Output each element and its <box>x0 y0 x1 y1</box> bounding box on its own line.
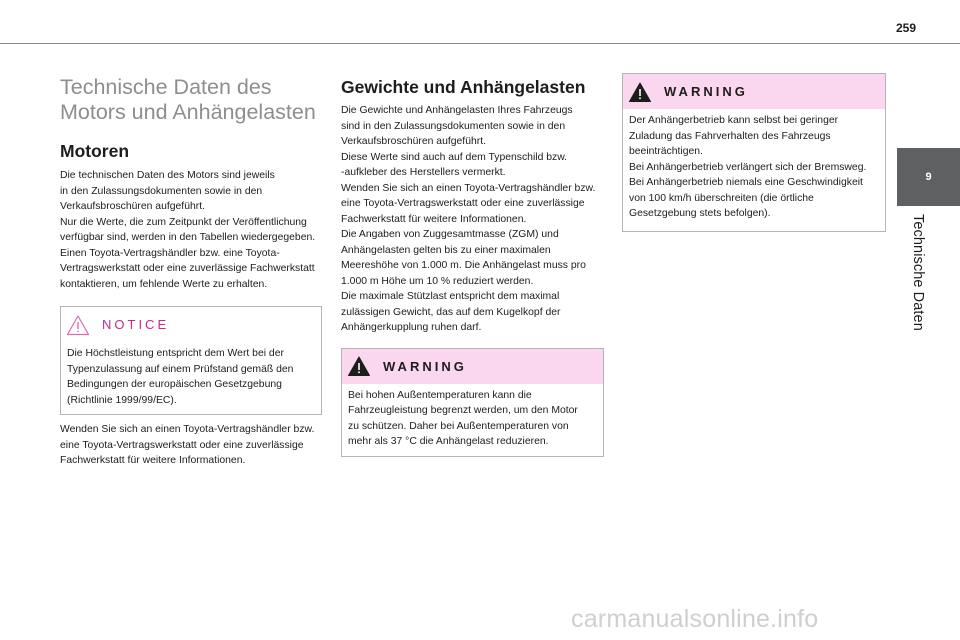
notice-header <box>61 307 321 342</box>
text-line: Bei hohen Außentemperaturen kann die <box>348 389 532 401</box>
warning-header <box>623 74 885 109</box>
text-line: Einen Toyota-Vertragshändler bzw. eine Toyota- <box>60 247 280 259</box>
page-title: Technische Daten des Motors und Anhängelasten <box>60 75 316 124</box>
text-line: Die Höchstleistung entspricht dem Wert bei der <box>67 348 284 359</box>
warning-text <box>342 384 603 459</box>
watermark: carmanualsonline.info <box>571 605 819 633</box>
text-line: Diese Werte sind auch auf dem Typenschild bzw. <box>341 151 568 163</box>
section-title-motoren: Motoren <box>60 141 130 161</box>
text-line: Nur die Werte, die zum Zeitpunkt der Veröffentlichung <box>60 216 307 228</box>
text-line: Die Angaben von Zuggesamtmasse (ZGM) und <box>341 229 559 240</box>
warning-triangle-outline-icon <box>66 314 90 336</box>
text-line: Wenden Sie sich an einen Toyota-Vertragshändler bzw. <box>341 182 596 194</box>
chapter-tab[interactable] <box>897 148 960 206</box>
section-title-gewichte: Gewichte und Anhängelasten <box>341 77 586 97</box>
column-engine <box>60 70 322 469</box>
text-line: Bedingungen der europäischen Gesetzgebung <box>67 379 282 390</box>
text-line: kontaktieren, um fehlende Werte zu erhalten. <box>60 278 268 290</box>
notice-box <box>60 306 322 415</box>
warning-text <box>623 109 885 231</box>
chapter-number: 9 <box>925 171 932 183</box>
page-number: 259 <box>895 21 916 35</box>
text-line: Die maximale Stützlast entspricht dem maximal <box>341 291 560 302</box>
text-line: Der Anhängerbetrieb kann selbst bei geringer <box>629 115 839 126</box>
warning-triangle-filled-icon <box>347 355 371 377</box>
warning-box-temperature <box>341 348 604 457</box>
text-line: mehr als 37 °C die Anhängelast reduzieren. <box>348 436 549 447</box>
text-line: Typenzulassung auf einem Prüfstand gemäß den <box>67 363 294 375</box>
text-line: in den Zulassungsdokumenten sowie in den <box>60 185 263 197</box>
column-trailer-warning <box>622 70 886 232</box>
text-line: sind in den Zulassungsdokumenten sowie in den <box>341 120 566 132</box>
text-line: Anhängerkupplung ruhen darf. <box>341 322 482 333</box>
text-line: zu schützen. Daher bei Außentemperaturen von <box>348 420 569 432</box>
column-weights <box>341 70 604 457</box>
notice-label: NOTICE <box>102 317 170 332</box>
text-line: beeinträchtigen. <box>629 146 703 157</box>
warning-triangle-filled-icon <box>628 81 652 103</box>
text-line: Die technischen Daten des Motors sind jeweils <box>60 170 275 181</box>
text-line: Wenden Sie sich an einen Toyota-Vertragshändler bzw. <box>60 424 315 435</box>
warning-label: WARNING <box>664 84 748 99</box>
text-line: Zuladung das Fahrverhalten des Fahrzeugs <box>629 130 831 142</box>
text-line: Bei Anhängerbetrieb niemals eine Geschwindigkeit <box>629 177 863 188</box>
text-line: Fachwerkstatt für weitere Informationen. <box>60 455 246 466</box>
engine-paragraph <box>60 168 322 292</box>
text-line: Anhängelasten gelten bis zu einer maximalen <box>341 244 551 256</box>
text-line: -aufkleber des Herstellers vermerkt. <box>341 167 506 178</box>
text-line: eine Toyota-Vertragswerkstatt oder eine zuverlässige <box>341 198 585 209</box>
text-line: Gesetzgebung stets befolgen). <box>629 208 771 219</box>
text-line: Meereshöhe von 1.000 m. Die Anhängelast muss pro <box>341 260 586 271</box>
text-line: Verkaufsbroschüren aufgeführt. <box>60 201 205 212</box>
text-line: Vertragswerkstatt oder eine zuverlässige Fachwerkstatt <box>60 263 315 274</box>
text-line: von 100 km/h überschreiten (die örtliche <box>629 192 814 204</box>
text-line: Verkaufsbroschüren aufgeführt. <box>341 136 486 147</box>
weights-paragraph <box>341 103 604 336</box>
warning-box-trailer <box>622 73 886 232</box>
text-line: (Richtlinie 1999/99/EC). <box>67 394 177 406</box>
text-line: Die Gewichte und Anhängelasten Ihres Fahrzeugs <box>341 105 573 116</box>
text-line: 1.000 m Höhe um 10 % reduziert werden. <box>341 275 534 287</box>
text-line: verfügbar sind, werden in den Tabellen wiedergegeben. <box>60 232 316 243</box>
text-line: Fachwerkstatt für weitere Informationen. <box>341 213 527 225</box>
chapter-title: Technische Daten <box>910 214 926 331</box>
header-divider <box>0 43 960 44</box>
text-line: Fahrzeugleistung begrenzt werden, um den Motor <box>348 405 578 416</box>
warning-label: WARNING <box>383 358 467 374</box>
warning-header <box>342 349 603 384</box>
text-line: zulässigen Gewicht, das auf dem Kugelkopf der <box>341 306 561 318</box>
notice-text <box>61 342 321 417</box>
text-line: Bei Anhängerbetrieb verlängert sich der Bremsweg. <box>629 161 867 173</box>
contact-paragraph <box>60 422 322 469</box>
text-line: eine Toyota-Vertragswerkstatt oder eine zuverlässige <box>60 439 304 451</box>
